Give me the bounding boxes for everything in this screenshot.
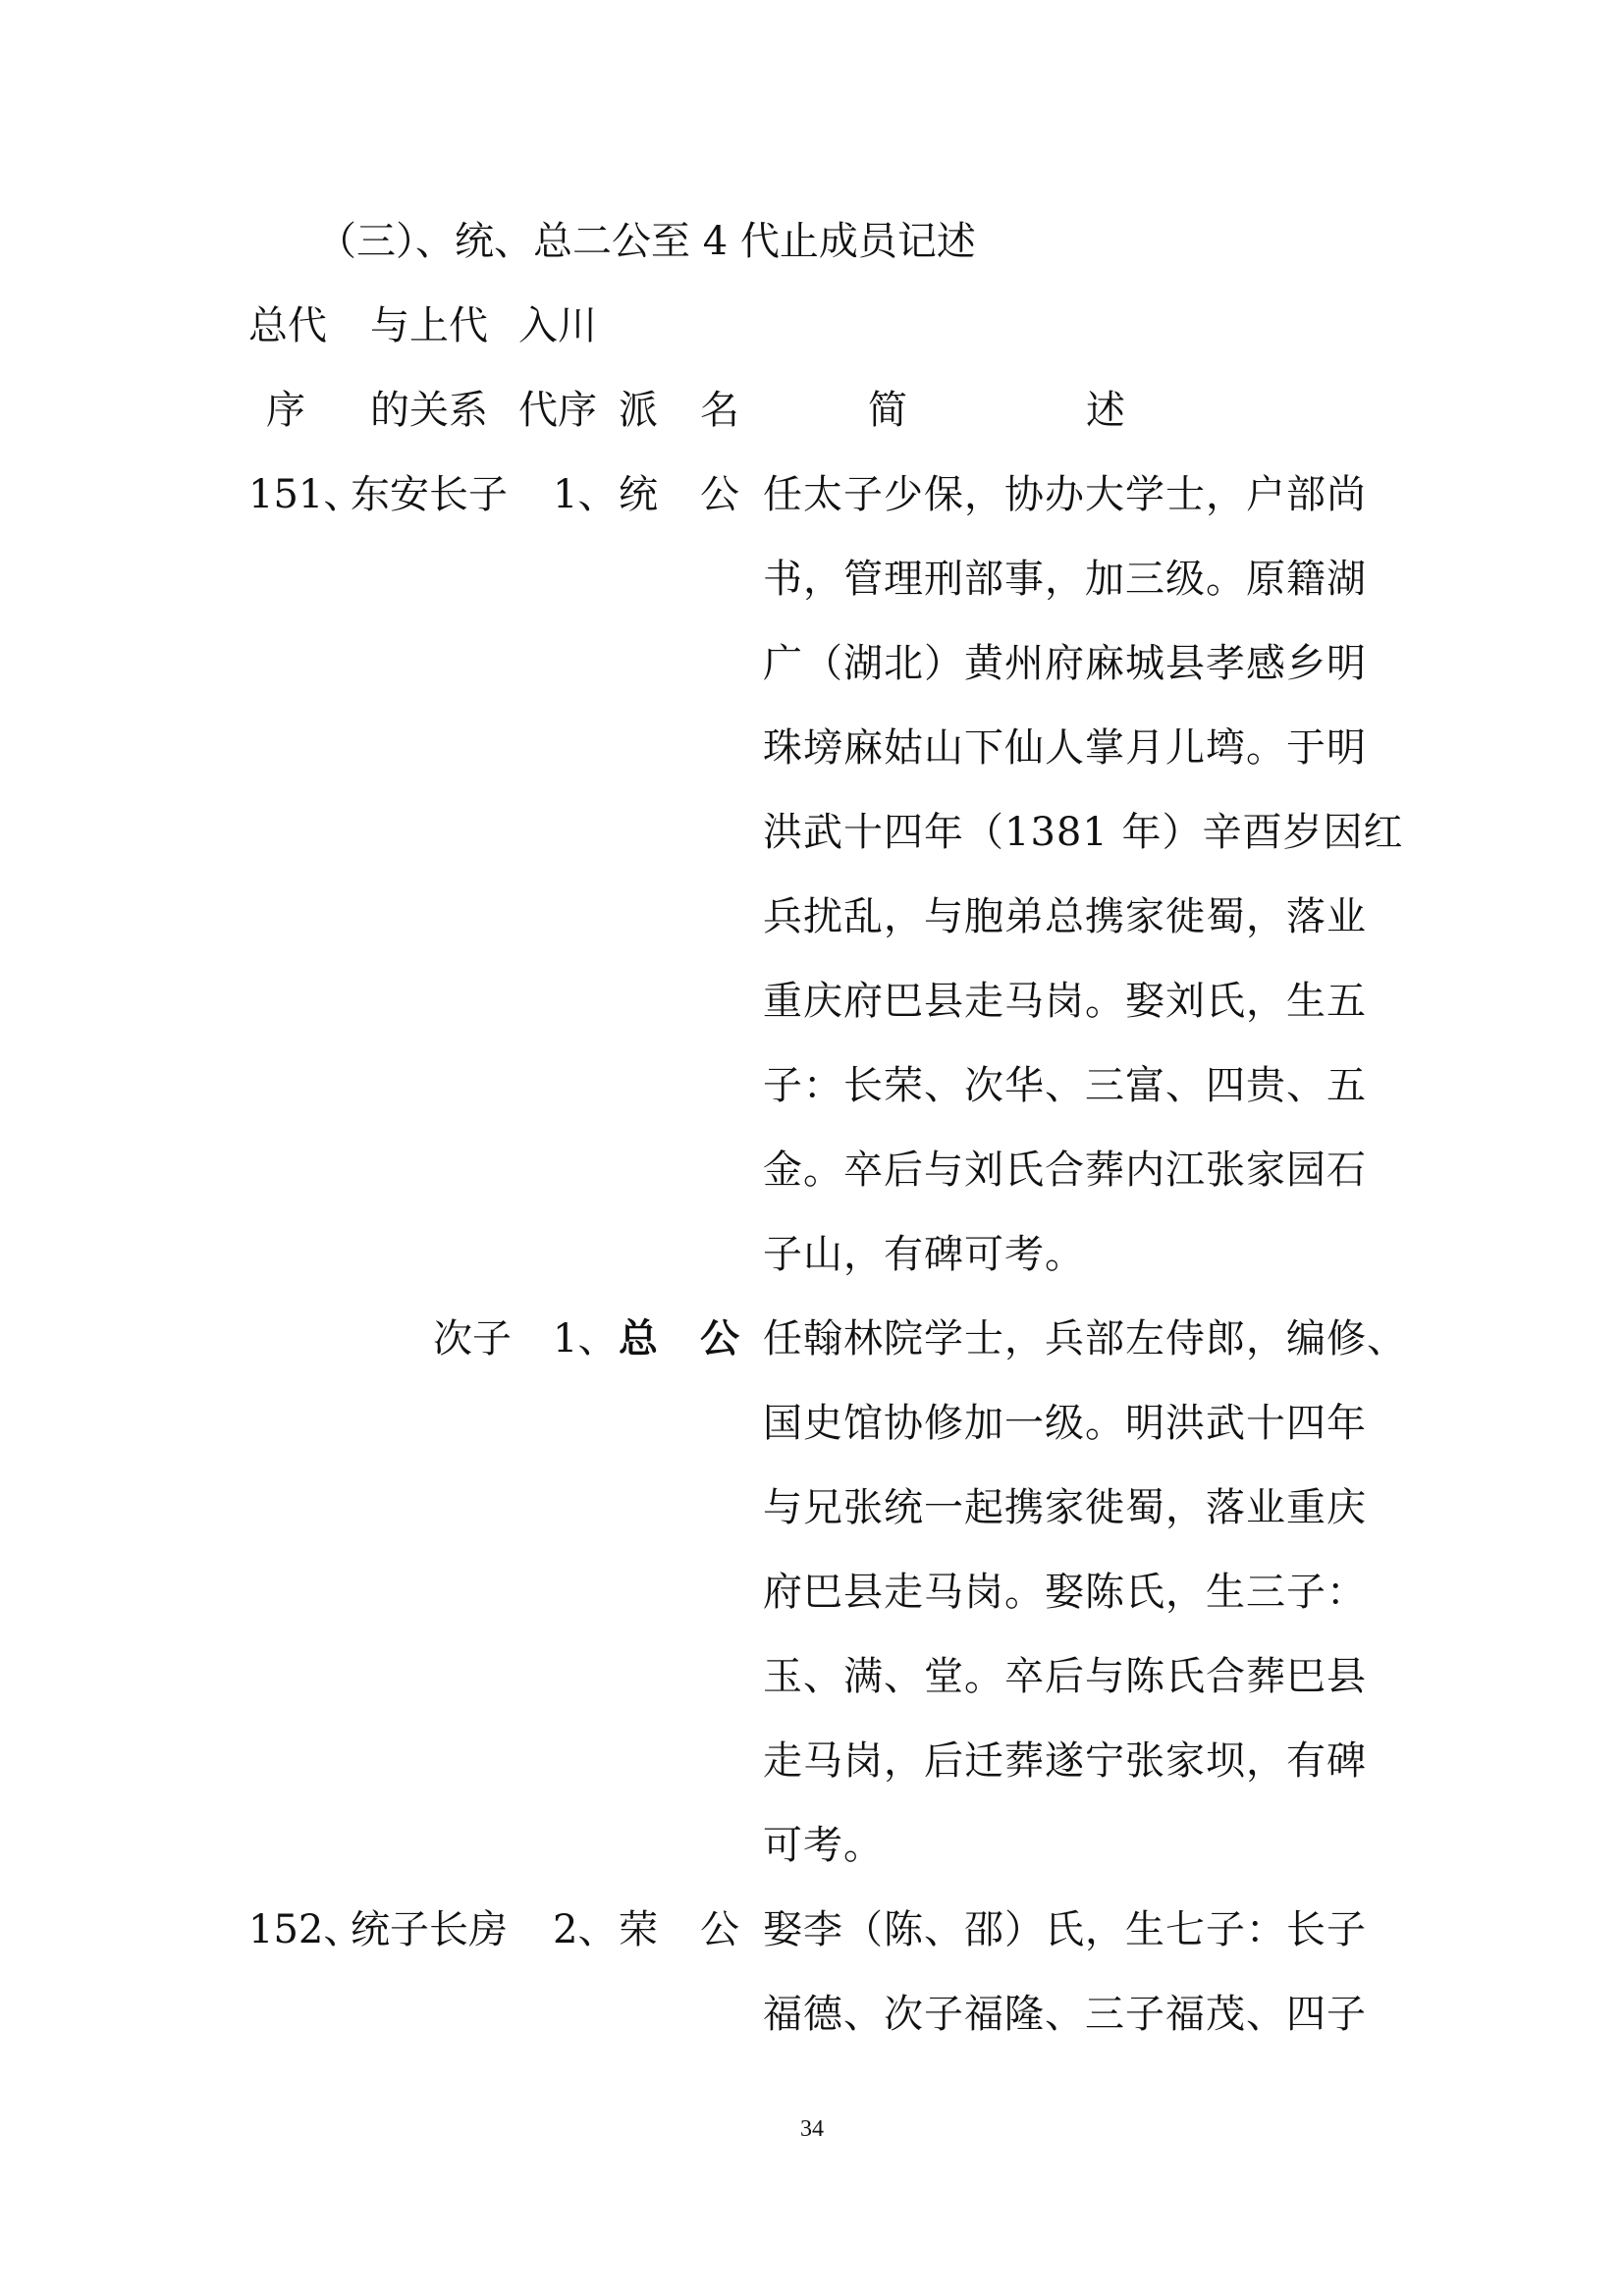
- entry-description-line: 与兄张统一起携家徙蜀，落业重庆: [763, 1485, 1367, 1530]
- header-relation-2: 的关系: [370, 388, 488, 433]
- entry-description-line: 广（湖北）黄州府麻城县孝感乡明: [763, 641, 1367, 686]
- header-name: 名: [700, 388, 739, 433]
- entry-relation: 东安长子: [351, 472, 508, 517]
- entry-description-line: 玉、满、堂。卒后与陈氏合葬巴县: [763, 1654, 1367, 1699]
- entry-title: 公: [700, 472, 739, 517]
- header-brief: 简: [868, 388, 907, 433]
- entry-description-line: 走马岗，后迁葬遂宁张家坝，有碑: [763, 1738, 1367, 1784]
- entry-generation: 2、: [553, 1907, 618, 1952]
- entry-description-line: 书，管理刑部事，加三级。原籍湖: [763, 557, 1367, 602]
- entry-description-line: 府巴县走马岗。娶陈氏，生三子：: [763, 1570, 1367, 1615]
- entry-description-line: 兵扰乱，与胞弟总携家徙蜀，落业: [763, 894, 1367, 939]
- entry-relation: 统子长房: [351, 1907, 508, 1952]
- entry-description-line: 娶李（陈、邵）氏，生七子：长子: [763, 1907, 1367, 1952]
- entry-description-line: 任太子少保，协办大学士，户部尚: [763, 472, 1367, 517]
- header-into-sichuan: 入川: [518, 303, 597, 348]
- entry-generation: 1、: [553, 1316, 618, 1362]
- header-total-generation: 总代: [248, 303, 327, 348]
- header-relation: 与上代: [370, 303, 488, 348]
- header-sequence: 序: [266, 388, 305, 433]
- section-heading: （三）、统、总二公至 4 代止成员记述: [317, 219, 976, 264]
- entry-name: 总: [619, 1315, 658, 1362]
- entry-title: 公: [700, 1315, 739, 1362]
- entry-description-line: 子：长荣、次华、三富、四贵、五: [763, 1063, 1367, 1108]
- entry-description-line: 金。卒后与刘氏合葬内江张家园石: [763, 1148, 1367, 1193]
- header-generation-order: 代序: [518, 388, 597, 433]
- entry-description-line: 任翰林院学士，兵部左侍郎，编修、: [763, 1316, 1407, 1362]
- entry-description-line: 重庆府巴县走马岗。娶刘氏，生五: [763, 979, 1367, 1024]
- entry-description-line: 福德、次子福隆、三子福茂、四子: [763, 1992, 1367, 2037]
- entry-description-line: 国史馆协修加一级。明洪武十四年: [763, 1401, 1367, 1446]
- entry-sequence: 152、: [248, 1907, 363, 1952]
- entry-name: 荣: [619, 1907, 658, 1952]
- entry-description-line: 子山，有碑可考。: [763, 1232, 1085, 1277]
- header-branch: 派: [619, 388, 658, 433]
- entry-description-line: 洪武十四年（1381 年）辛酉岁因红: [763, 810, 1404, 855]
- entry-sequence: 151、: [248, 472, 363, 517]
- entry-description-line: 珠塝麻姑山下仙人掌月儿塆。于明: [763, 725, 1367, 771]
- page-number: 34: [800, 2116, 824, 2142]
- entry-relation: 次子: [433, 1316, 512, 1362]
- entry-name: 统: [619, 472, 658, 517]
- entry-generation: 1、: [553, 472, 618, 517]
- entry-description-line: 可考。: [763, 1823, 884, 1868]
- entry-title: 公: [700, 1907, 739, 1952]
- header-description: 述: [1086, 388, 1125, 433]
